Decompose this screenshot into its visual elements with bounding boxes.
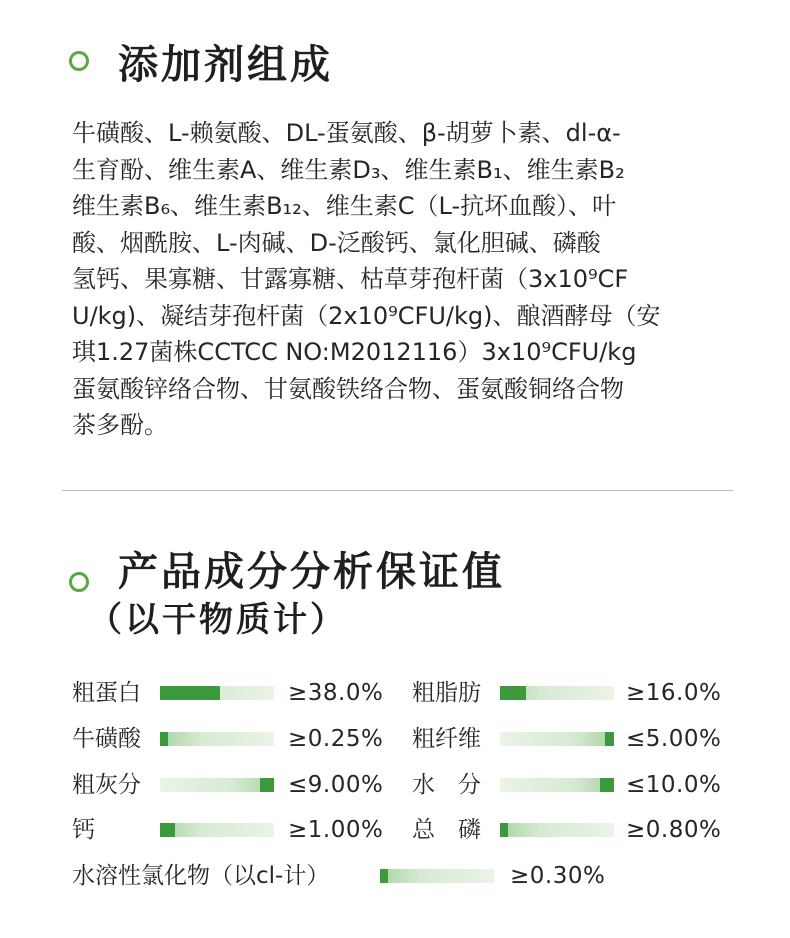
section-subtitle: （以干物质计） (88, 600, 347, 640)
additives-text (72, 115, 732, 444)
text-line: U/kg)、凝结芽孢杆菌（2x10⁹CFU/kg)、酿酒酵母（安 (72, 301, 661, 330)
nutrient-label: 粗蛋白 (72, 680, 141, 706)
text-line: 氢钙、果寡糖、甘露寡糖、枯草芽孢杆菌（3x10⁹CF (72, 265, 629, 293)
level-fill (600, 778, 614, 792)
nutrient-label: 水 分 (412, 772, 481, 798)
nutrient-label: 粗灰分 (72, 772, 141, 798)
circle-bullet-icon (69, 572, 89, 592)
nutrient-label: 总 磷 (412, 817, 481, 843)
nutrient-value: ≥38.0% (288, 680, 384, 706)
text-line: 酸、烟酰胺、L-肉碱、D-泛酸钙、氯化胆碱、磷酸 (72, 228, 601, 257)
nutrient-item-7 (0, 815, 790, 845)
level-bar (500, 778, 614, 792)
level-bar (380, 869, 494, 883)
nutrient-label: 水溶性氯化物（以cl-计） (72, 863, 330, 889)
section-title-analysis: 产品成分分析保证值 (118, 549, 505, 595)
nutrient-value: ≥16.0% (626, 680, 722, 706)
nutrient-value: ≤9.00% (288, 772, 384, 798)
text-line: 生育酚、维生素A、维生素D₃、维生素B₁、维生素B₂ (72, 155, 625, 184)
nutrient-item-3 (0, 724, 790, 754)
text-line: 牛磺酸、L-赖氨酸、DL-蛋氨酸、β-胡萝卜素、dl-α- (72, 119, 621, 147)
nutrient-item-1 (0, 678, 790, 708)
level-bar (500, 686, 614, 700)
nutrient-value: ≥1.00% (288, 817, 384, 843)
text-line: 琪1.27菌株CCTCC NO:M2012116）3x10⁹CFU/kg (72, 338, 637, 366)
nutrient-value: ≤10.0% (626, 772, 722, 798)
nutrient-label: 粗纤维 (412, 726, 481, 752)
level-fill (500, 686, 526, 700)
level-fill (380, 869, 388, 883)
level-fill (500, 823, 508, 837)
circle-bullet-icon (69, 51, 89, 71)
nutrient-item-8 (0, 861, 790, 891)
text-line: 蛋氨酸锌络合物、甘氨酸铁络合物、蛋氨酸铜络合物 (72, 374, 624, 403)
nutrient-value: ≥0.30% (510, 863, 606, 889)
nutrient-value: ≤5.00% (626, 726, 722, 752)
level-fill (605, 732, 614, 746)
nutrient-label: 牛磺酸 (72, 726, 141, 752)
nutrient-item-5 (0, 770, 790, 800)
nutrient-label: 粗脂肪 (412, 680, 481, 706)
nutrient-value: ≥0.25% (288, 726, 384, 752)
section-divider (62, 490, 733, 491)
section-title-additives: 添加剂组成 (118, 42, 333, 88)
text-line: 茶多酚。 (72, 411, 168, 439)
level-bar (500, 732, 614, 746)
nutrient-label: 钙 (72, 817, 95, 843)
text-line: 维生素B₆、维生素B₁₂、维生素C（L-抗坏血酸）、叶 (72, 192, 617, 220)
nutrient-value: ≥0.80% (626, 817, 722, 843)
level-bar (500, 823, 614, 837)
